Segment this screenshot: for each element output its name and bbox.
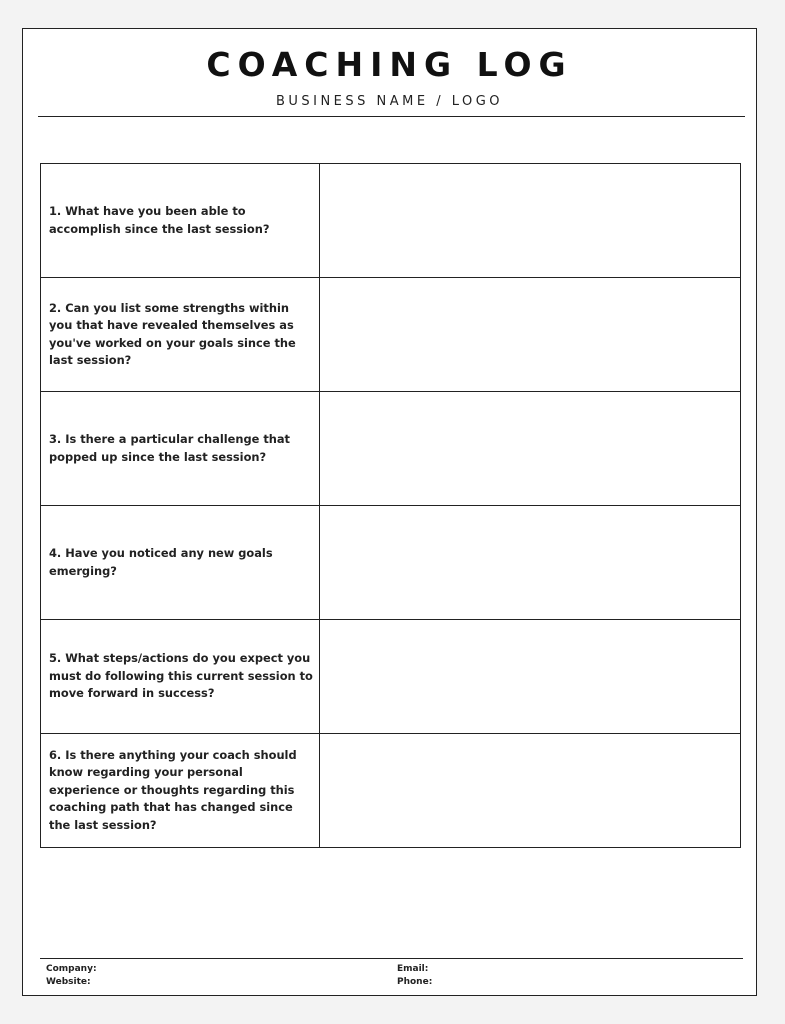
question-row-6: [41, 734, 741, 848]
answer-field-1[interactable]: [320, 164, 741, 278]
answer-field-2[interactable]: [320, 278, 741, 392]
answer-field-5[interactable]: [320, 620, 741, 734]
question-row-3: [41, 392, 741, 506]
answer-field-6[interactable]: [320, 734, 741, 848]
page-title: COACHING LOG: [206, 45, 573, 84]
header-divider: [38, 116, 745, 117]
answer-field-4[interactable]: [320, 506, 741, 620]
coaching-questions-table: [40, 163, 741, 848]
question-5: 5. What steps/actions do you expect you must do following this current session to move forward in success?: [41, 620, 320, 734]
question-row-2: [41, 278, 741, 392]
question-6: 6. Is there anything your coach should know regarding your personal experience or thoughts regarding this coaching path that has changed since the last session?: [41, 734, 320, 848]
question-row-1: [41, 164, 741, 278]
website-label: Website:: [46, 977, 91, 987]
coaching-log-page: [22, 28, 757, 996]
answer-field-3[interactable]: [320, 392, 741, 506]
business-name-logo: BUSINESS NAME / LOGO: [275, 94, 504, 109]
footer-left-column: [46, 963, 97, 989]
footer-divider: [40, 958, 743, 959]
phone-label: Phone:: [397, 977, 433, 987]
question-3: 3. Is there a particular challenge that popped up since the last session?: [41, 392, 320, 506]
question-row-5: [41, 620, 741, 734]
question-row-4: [41, 506, 741, 620]
footer-right-column: [397, 963, 432, 989]
question-4: 4. Have you noticed any new goals emerging?: [41, 506, 320, 620]
question-2: 2. Can you list some strengths within you that have revealed themselves as you've worked on your goals since the last session?: [41, 278, 320, 392]
question-1: 1. What have you been able to accomplish since the last session?: [41, 164, 320, 278]
email-label: Email:: [397, 964, 429, 974]
company-label: Company:: [46, 964, 97, 974]
